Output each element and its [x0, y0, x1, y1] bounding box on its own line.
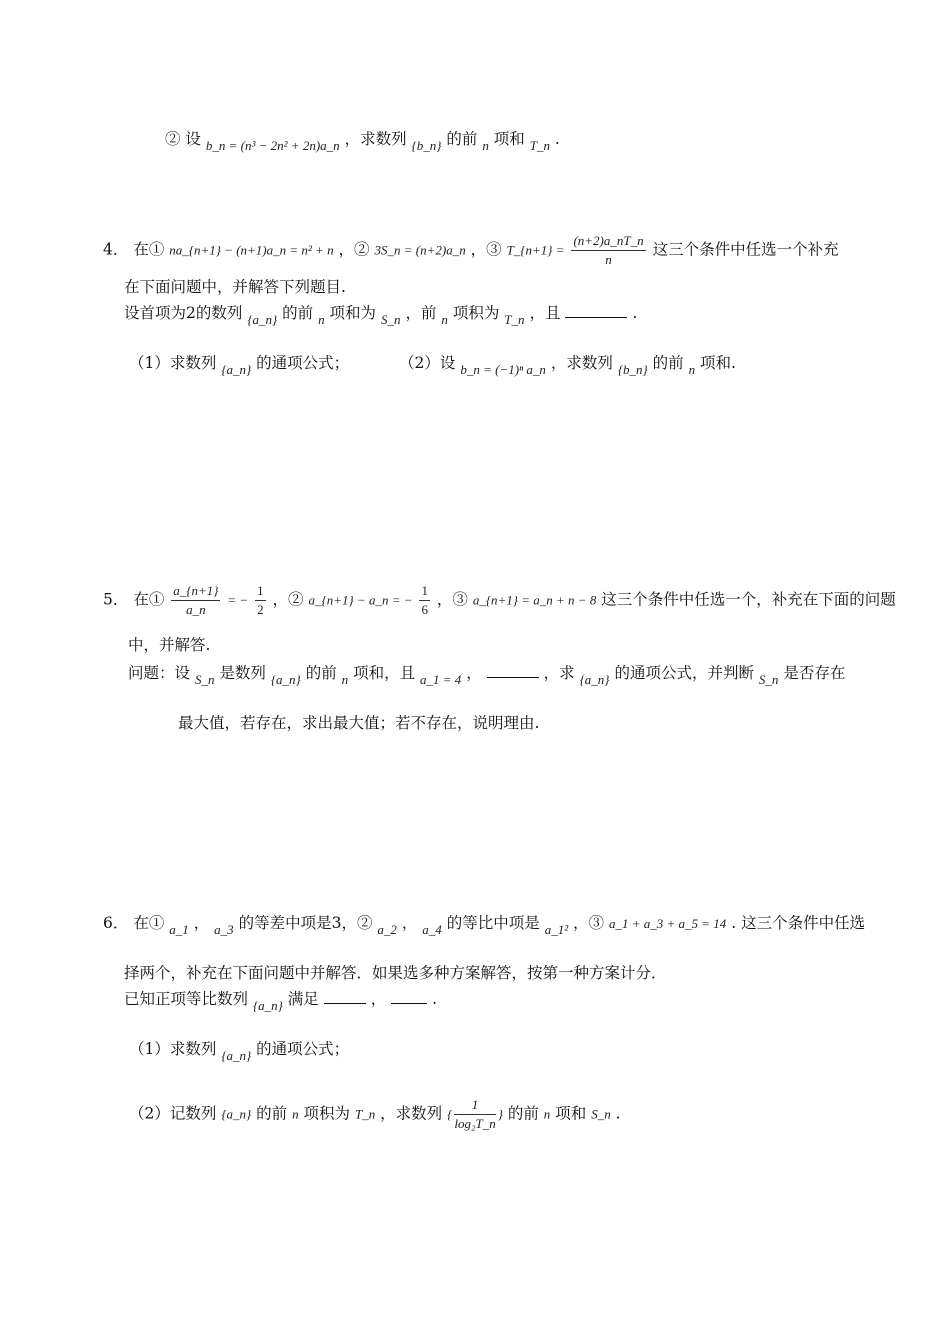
p4-n: n [688, 362, 696, 377]
p4-cond1: na_{n+1} − (n+1)a_n = n² + n [169, 242, 334, 258]
p5-text: ， [466, 664, 482, 682]
p4-text: 在① [133, 240, 165, 259]
p3-item2-line [165, 128, 560, 151]
p6-a2: a_2 [377, 922, 397, 937]
p5-Sn: S_n [194, 672, 215, 687]
p6-line1 [103, 912, 865, 935]
p5-line2: 中，并解答. [128, 636, 211, 654]
p5-text: 项和，且 [353, 664, 416, 682]
p5-text: 问题：设 [128, 664, 191, 682]
p6-log-fraction-den: log₂T_n [454, 1116, 496, 1131]
p4-text: 设首项为2的数列 [124, 304, 243, 322]
p5-cond1-den: a_n [186, 602, 206, 617]
p6-cond3: a_1 + a_3 + a_5 = 14 [608, 916, 727, 931]
p4-text: ，且 [529, 304, 561, 322]
p4-cond3-lhs: T_{n+1} = [506, 242, 565, 258]
p4-q1-label: （1）求数列 [129, 354, 217, 372]
p3-bn-formula: b_n = (n³ − 2n² + 2n)a_n [205, 138, 340, 153]
p4-line3 [124, 302, 637, 325]
p5-text: ，求 [543, 664, 575, 682]
p6-seq-a: {a_n} [252, 998, 283, 1013]
p6-number: 6． [103, 914, 129, 932]
p6-line3 [124, 988, 437, 1011]
p5-text: 是数列 [219, 664, 266, 682]
p5-Sn: S_n [758, 672, 779, 687]
p6-seq-a: {a_n} [221, 1048, 252, 1063]
p5-cond1-num: a_{n+1} [171, 582, 220, 601]
p5-line1 [103, 582, 896, 619]
p4-text: 的前 [652, 354, 684, 372]
p6-Sn: S_n [591, 1106, 611, 1122]
p5-text: ，③ [436, 590, 468, 609]
p6-text: 已知正项等比数列 [124, 990, 249, 1008]
p6-text: ， [370, 990, 387, 1008]
p4-seq-a: {a_n} [221, 362, 252, 377]
p6-a4: a_4 [422, 922, 442, 937]
p5-fill-blank [487, 663, 539, 678]
p3-text: . [554, 130, 560, 148]
p5-text: 在① [133, 590, 165, 609]
p6-q1 [129, 1038, 349, 1061]
p4-fill-blank [565, 303, 627, 318]
p5-cond1-value [255, 582, 266, 619]
p6-text: ， [193, 914, 210, 932]
p5-cond2-value-num: 1 [419, 582, 430, 601]
p5-cond1-value-den: 2 [257, 602, 264, 617]
p4-line1 [103, 232, 839, 269]
p4-text: 项积为 [452, 304, 500, 322]
p6-text: . 这三个条件中任选 [731, 914, 866, 932]
p6-fill-blank-2 [391, 989, 427, 1004]
p5-cond1-value-num: 1 [255, 582, 266, 601]
p4-text: ，② [338, 240, 370, 259]
p6-text: ，求数列 [380, 1104, 443, 1123]
p3-item2-prefix: ② 设 [165, 130, 201, 148]
p6-text: . [615, 1104, 621, 1123]
p4-seq-b: {b_n} [617, 362, 648, 377]
p6-text: ，③ [573, 914, 605, 932]
p5-text: 的前 [305, 664, 337, 682]
p5-cond2-value-den: 6 [421, 602, 428, 617]
p6-Tn: T_n [355, 1106, 376, 1122]
p4-text: 这三个条件中任选一个补充 [652, 240, 839, 259]
p4-text: . [632, 304, 638, 322]
p4-bn-formula: b_n = (−1)ⁿ a_n [460, 362, 546, 377]
p4-text: 的前 [282, 304, 314, 322]
p6-line2: 择两个，补充在下面问题中并解答．如果选多种方案解答，按第一种方案计分． [124, 964, 667, 982]
p6-text: 项积为 [303, 1104, 351, 1123]
p6-text: 的等差中项是3，② [238, 914, 373, 932]
p6-q2-label: （2）记数列 [129, 1104, 217, 1123]
p5-number: 5． [103, 590, 129, 609]
p6-text: . [432, 990, 438, 1008]
p5-cond1-eq: = − [227, 592, 249, 608]
p4-Tn: T_n [504, 312, 525, 327]
p4-Sn: S_n [381, 312, 401, 327]
p5-text: ，② [272, 590, 304, 609]
p5-line4: 最大值，若存在，求出最大值；若不存在，说明理由. [178, 714, 540, 732]
p4-q1-text: 的通项公式； [256, 354, 350, 372]
p4-text: ，前 [405, 304, 437, 322]
p4-questions [129, 352, 736, 375]
p6-text: 在① [133, 914, 165, 932]
p4-cond2: 3S_n = (n+2)a_n [374, 242, 466, 258]
p6-text: ， [401, 914, 418, 932]
p4-n: n [441, 312, 448, 327]
p3-text: ，求数列 [344, 130, 407, 148]
p3-text: 项和 [493, 130, 525, 148]
p4-number: 4． [103, 240, 129, 259]
p4-text: 项和为 [329, 304, 377, 322]
p5-cond1-fraction [171, 582, 220, 619]
p4-cond3-den: n [605, 252, 612, 267]
p6-fill-blank-1 [324, 989, 366, 1004]
p6-log-fraction-num: 1 [454, 1096, 495, 1115]
p3-Tn: T_n [529, 138, 550, 153]
p6-a1-squared: a_1² [544, 922, 569, 937]
p6-a1: a_1 [169, 922, 189, 937]
p4-n: n [318, 312, 325, 327]
p6-q2: （2）记数列 {a_n} 的前 n 项积为 T_n ，求数列 { $\frac{1}{\text{log₂T\_n}}$ } 的前 n 项和 S_n . [129, 1097, 621, 1131]
p6-text: 的前 [256, 1104, 288, 1123]
p6-q1-text: 的通项公式； [256, 1040, 350, 1058]
p5-n: n [341, 672, 349, 687]
p5-cond2: a_{n+1} − a_n = − [308, 592, 413, 608]
p3-n: n [482, 138, 489, 153]
p3-text: 的前 [446, 130, 478, 148]
p6-text: 的前 [507, 1104, 539, 1123]
p6-text: 满足 [287, 990, 319, 1008]
p5-text: 这三个条件中任选一个，补充在下面的问题 [601, 590, 896, 609]
p5-text: 的通项公式，并判断 [614, 664, 754, 682]
p5-a1-value: a_1 = 4 [420, 672, 462, 687]
p4-seq-a: {a_n} [247, 312, 278, 327]
p5-seq-a: {a_n} [579, 672, 610, 687]
p5-line3 [128, 662, 845, 685]
p5-cond2-value [419, 582, 430, 619]
p6-n: n [543, 1106, 551, 1122]
p4-line2: 在下面问题中，并解答下列题目. [124, 278, 346, 296]
p4-q2-label: （2）设 [399, 354, 456, 372]
p4-cond3-fraction [571, 232, 645, 269]
p6-text: 项和 [555, 1104, 587, 1123]
p4-text: ，求数列 [550, 354, 613, 372]
p6-log-fraction [454, 1096, 495, 1133]
p6-q1-label: （1）求数列 [129, 1040, 217, 1058]
p4-text: 项和. [700, 354, 736, 372]
p4-cond3-num: (n+2)a_nT_n [571, 232, 645, 251]
p6-a3: a_3 [214, 922, 234, 937]
p3-seq-b: {b_n} [411, 138, 442, 153]
p5-cond3: a_{n+1} = a_n + n − 8 [472, 592, 597, 608]
p6-seq-a: {a_n} [221, 1106, 252, 1122]
p6-n: n [292, 1106, 299, 1122]
p5-seq-a: {a_n} [270, 672, 301, 687]
p6-text: 的等比中项是 [446, 914, 540, 932]
p5-text: 是否存在 [783, 664, 846, 682]
p4-text: ，③ [470, 240, 502, 259]
